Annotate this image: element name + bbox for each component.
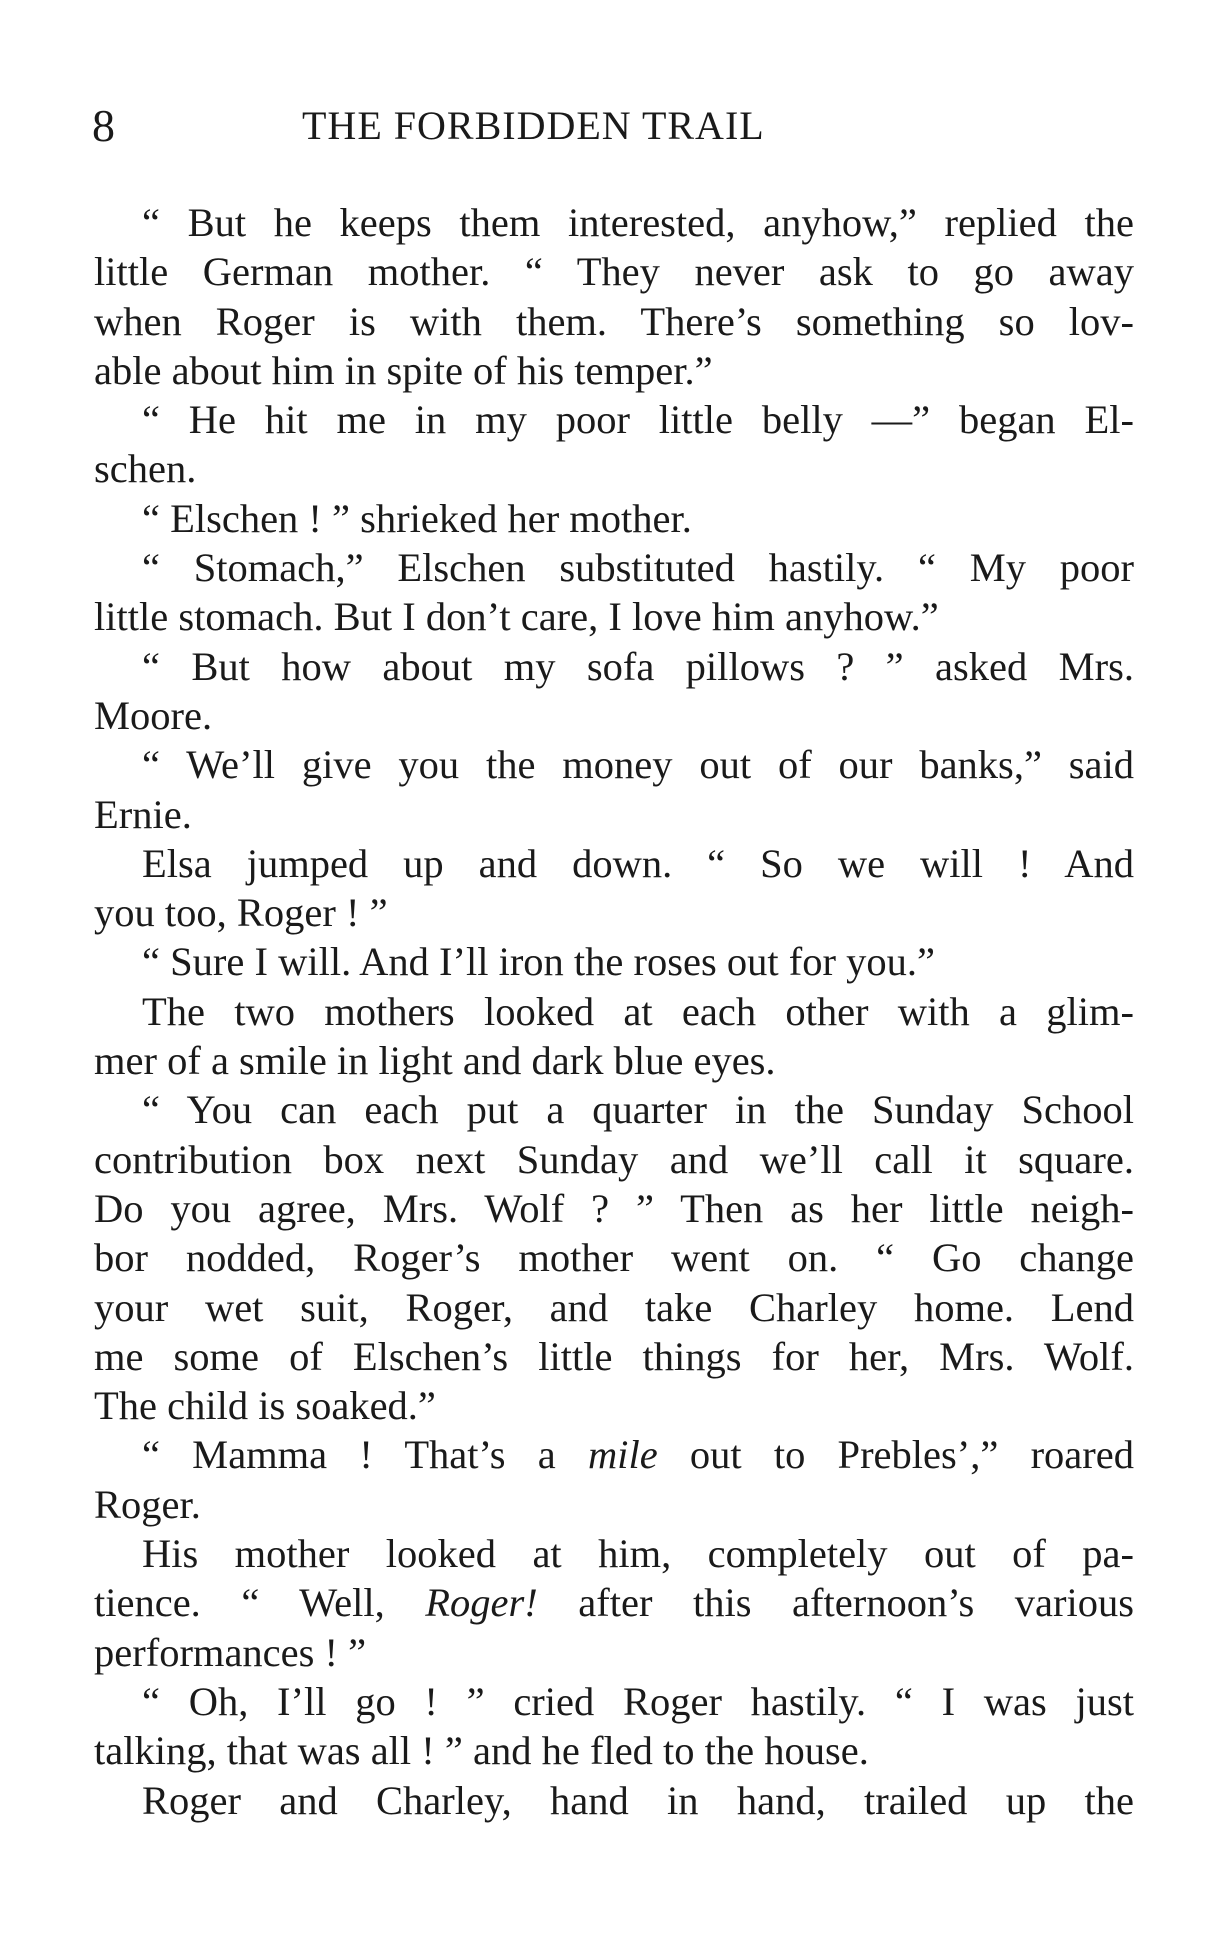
text-line: “ Sure I will. And I’ll iron the roses out for you.”: [142, 939, 935, 985]
text-line: Do you agree, Mrs. Wolf ? ” Then as her little neigh-: [94, 1185, 1134, 1231]
text-line: you too, Roger ! ”: [94, 890, 388, 936]
text-line: “ We’ll give you the money out of our banks,” said: [142, 742, 1134, 788]
text-line: mer of a smile in light and dark blue eyes.: [94, 1038, 776, 1084]
page-number: 8: [92, 100, 115, 151]
text-line: me some of Elschen’s little things for her, Mrs. Wolf.: [94, 1333, 1134, 1379]
text-line: Moore.: [94, 692, 213, 738]
page-header: [92, 96, 1132, 156]
text-line: “ Mamma ! That’s a mile out to Prebles’,” roared: [142, 1432, 1134, 1478]
running-title: THE FORBIDDEN TRAIL: [302, 103, 765, 148]
text-line: “ You can each put a quarter in the Sunday School: [142, 1087, 1134, 1133]
text-line: performances ! ”: [94, 1629, 367, 1675]
text-line: tience. “ Well, Roger! after this afternoon’s various: [94, 1580, 1135, 1626]
text-line: contribution box next Sunday and we’ll call it square.: [94, 1136, 1134, 1182]
text-line: “ Stomach,” Elschen substituted hastily. “ My poor: [142, 545, 1134, 591]
text-line: “ He hit me in my poor little belly —” began El-: [142, 397, 1134, 443]
text-line: little stomach. But I don’t care, I love him anyhow.”: [94, 594, 939, 640]
text-line: little German mother. “ They never ask to go away: [94, 249, 1134, 295]
text-line: Roger and Charley, hand in hand, trailed up the: [142, 1777, 1134, 1823]
text-line: Roger.: [94, 1481, 201, 1527]
text-line: able about him in spite of his temper.”: [94, 347, 713, 393]
text-line: your wet suit, Roger, and take Charley home. Lend: [94, 1284, 1134, 1330]
text-line: Ernie.: [94, 791, 192, 837]
text-line: The child is soaked.”: [94, 1383, 436, 1429]
body-text: [94, 198, 1134, 1825]
text-line: bor nodded, Roger’s mother went on. “ Go change: [94, 1235, 1134, 1281]
text-line: Elsa jumped up and down. “ So we will ! And: [142, 840, 1134, 886]
text-line: when Roger is with them. There’s something so lov-: [94, 298, 1134, 344]
text-line: The two mothers looked at each other with a glim-: [142, 988, 1134, 1034]
text-line: “ But he keeps them interested, anyhow,” replied the: [142, 200, 1134, 245]
text-line: “ Oh, I’ll go ! ” cried Roger hastily. “ I was just: [142, 1678, 1134, 1724]
text-line: His mother looked at him, completely out of pa-: [142, 1531, 1134, 1577]
text-line: talking, that was all ! ” and he fled to the house.: [94, 1728, 869, 1774]
text-line: schen.: [94, 446, 197, 492]
text-line: “ But how about my sofa pillows ? ” asked Mrs.: [142, 643, 1134, 689]
text-line: “ Elschen ! ” shrieked her mother.: [142, 495, 692, 541]
